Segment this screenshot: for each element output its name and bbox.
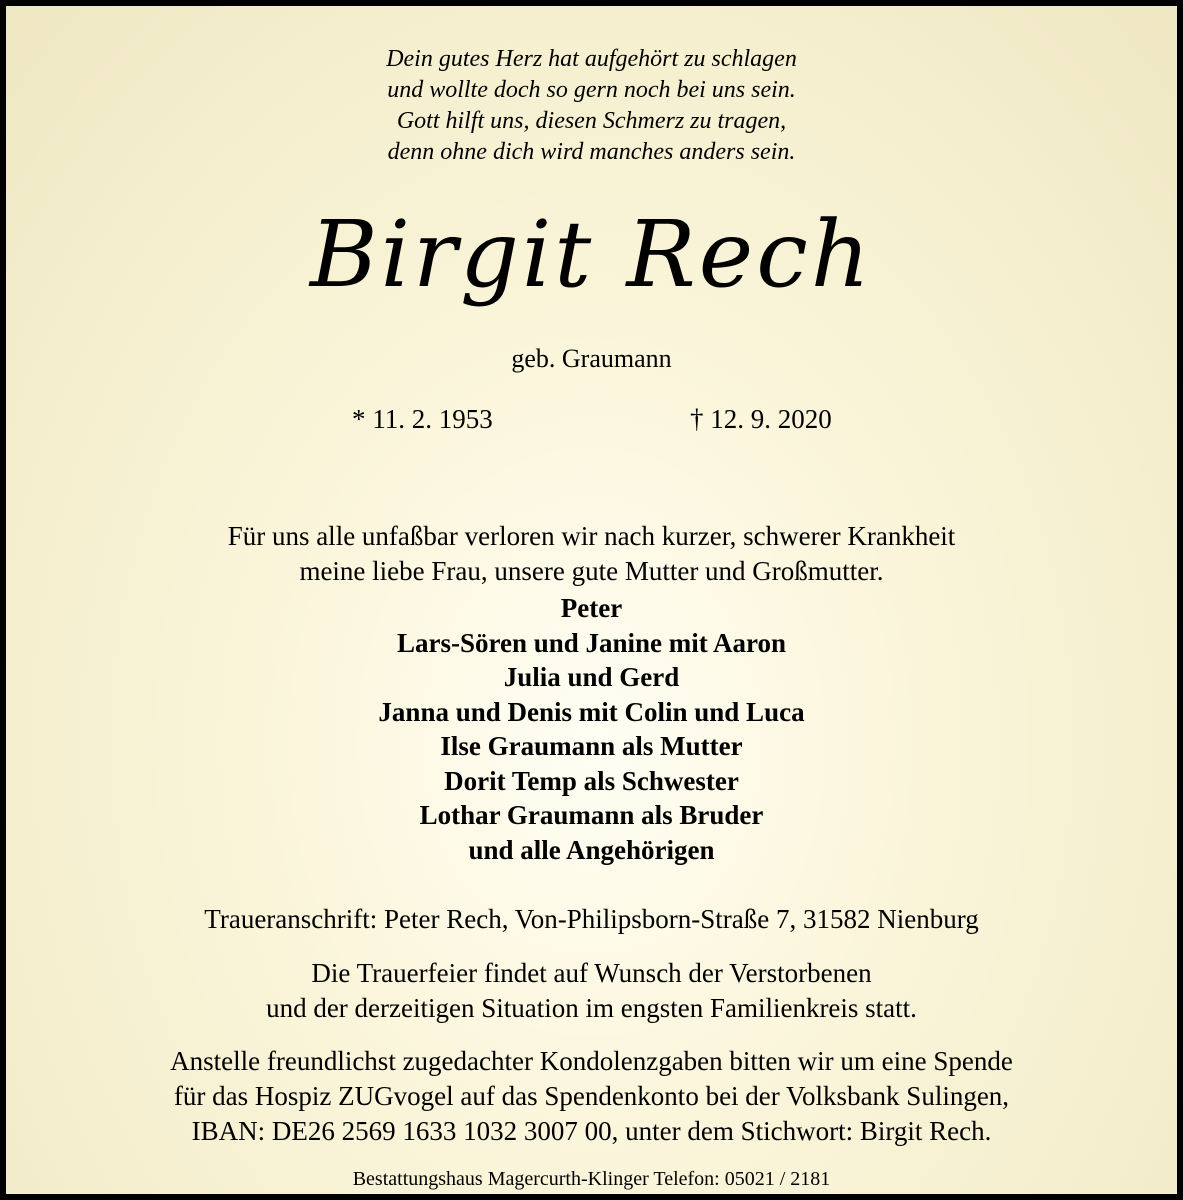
mourner-name: Lars-Sören und Janine mit Aaron — [396, 628, 787, 658]
maiden-name: geb. Graumann — [511, 344, 672, 373]
ceremony-line: und der derzeitigen Situation im engsten Familienkreis statt. — [266, 993, 917, 1023]
mourner-name: Janna und Denis mit Colin und Luca — [378, 697, 805, 727]
mourner-name: Ilse Graumann als Mutter — [440, 731, 743, 761]
funeral-home-footer: Bestattungshaus Magercurth-Klinger Telefon: 05021 / 2181 — [352, 1168, 831, 1190]
ceremony-line: Die Trauerfeier findet auf Wunsch der Verstorbenen — [311, 958, 872, 988]
poem-line: und wollte doch so gern noch bei uns sein. — [387, 77, 796, 103]
deceased-name: Birgit Rech — [309, 201, 874, 308]
poem-line: Gott hilft uns, diesen Schmerz zu tragen, — [396, 108, 787, 134]
mourner-name: Peter — [560, 593, 623, 623]
announcement-line: Für uns alle unfaßbar verloren wir nach kurzer, schwerer Krankheit — [227, 521, 956, 551]
birth-date: * 11. 2. 1953 — [352, 404, 493, 434]
donation-line: IBAN: DE26 2569 1633 1032 3007 00, unter dem Stichwort: Birgit Rech. — [191, 1116, 992, 1146]
death-date: † 12. 9. 2020 — [690, 404, 832, 434]
poem-line: denn ohne dich wird manches anders sein. — [387, 139, 796, 165]
mourner-name: Dorit Temp als Schwester — [444, 766, 739, 796]
mourner-name: und alle Angehörigen — [468, 835, 715, 865]
donation-line: für das Hospiz ZUGvogel auf das Spendenkonto bei der Volksbank Sulingen, — [173, 1081, 1010, 1111]
poem-line: Dein gutes Herz hat aufgehört zu schlagen — [386, 46, 797, 72]
mourner-name: Lothar Graumann als Bruder — [419, 800, 764, 830]
mourning-address: Traueranschrift: Peter Rech, Von-Philipsborn-Straße 7, 31582 Nienburg — [204, 904, 979, 934]
donation-line: Anstelle freundlichst zugedachter Kondolenzgaben bitten wir um eine Spende — [170, 1046, 1013, 1076]
announcement-line: meine liebe Frau, unsere gute Mutter und Großmutter. — [299, 556, 884, 586]
mourner-name: Julia und Gerd — [503, 662, 680, 692]
